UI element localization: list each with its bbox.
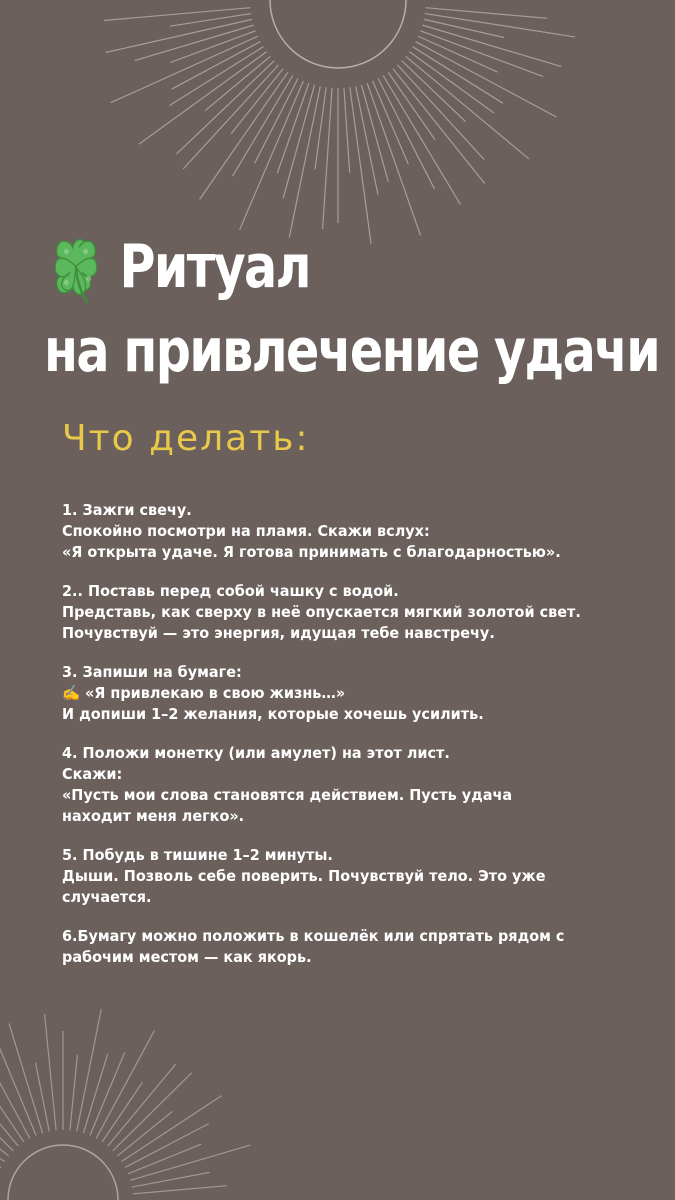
sun-ray xyxy=(240,81,304,230)
step-line: Дыши. Позволь себе поверить. Почувствуй тело. Это уже случается. xyxy=(62,867,546,906)
sun-ray xyxy=(378,78,435,189)
step-line: 4. Положи монетку (или амулет) на этот лист. xyxy=(62,744,450,762)
subtitle: Что делать: xyxy=(62,418,310,459)
step-line: 1. Зажги свечу. xyxy=(62,501,192,519)
sun-ray xyxy=(108,1064,176,1146)
sun-ray xyxy=(344,88,350,173)
four-leaf-clover-icon xyxy=(44,228,108,306)
sun-ray xyxy=(121,1096,221,1162)
sun-ray xyxy=(35,1063,49,1132)
sun-ray xyxy=(130,1145,250,1180)
sun-ray xyxy=(413,47,503,104)
sun-ray xyxy=(205,56,270,110)
sun-ray xyxy=(393,69,485,184)
sun-ray xyxy=(383,76,460,205)
sun-ray xyxy=(388,72,435,139)
sun-ray xyxy=(132,1172,210,1187)
sun-ray xyxy=(0,1041,36,1135)
step-line: И допиши 1–2 желания, которые хочешь усилить. xyxy=(62,705,484,723)
step-line: 5. Побудь в тишине 1–2 минуты. xyxy=(62,846,333,864)
step-3 xyxy=(62,662,583,725)
step-1 xyxy=(62,500,583,563)
step-line: «Я открыта удаче. Я готова принимать с благодарностью». xyxy=(62,543,561,561)
sun-ray xyxy=(397,65,484,160)
step-line: Почувствуй — это энергия, идущая тебе навстречу. xyxy=(62,624,495,642)
sun-ray xyxy=(170,14,251,27)
sun-decoration-top xyxy=(0,0,675,260)
step-line: 3. Запиши на бумаге: xyxy=(62,663,242,681)
title-line-2: на привлечение удачи xyxy=(44,316,660,386)
sun-ray xyxy=(128,1144,201,1174)
sun-ray xyxy=(416,42,557,117)
sun-ray xyxy=(45,1014,57,1130)
step-4 xyxy=(62,743,583,827)
sun-ray xyxy=(96,1031,154,1139)
step-line: 6.Бумагу можно положить в кошелёк или спрятать рядом с рабочим местом — как якорь. xyxy=(62,927,565,966)
sun-ray xyxy=(424,19,504,37)
sun-ray xyxy=(315,87,326,169)
step-line: Представь, как сверху в неё опускается мягкий золотой свет. xyxy=(62,603,581,621)
step-line: Скажи: xyxy=(62,765,123,783)
sun-ray xyxy=(0,1090,13,1151)
title-block xyxy=(44,228,664,384)
sun-ray xyxy=(0,1119,1,1167)
step-line: 2.. Поставь перед собой чашку с водой. xyxy=(62,582,399,600)
sun-ray xyxy=(104,8,250,21)
sun-ray xyxy=(176,61,274,154)
step-6 xyxy=(62,926,583,968)
step-5 xyxy=(62,845,583,908)
sun-ray xyxy=(367,83,420,235)
steps-list xyxy=(62,500,583,986)
sun-ray xyxy=(277,83,309,173)
title-line-1: Ритуал xyxy=(119,232,310,302)
step-2 xyxy=(62,581,583,644)
sun-ray xyxy=(255,78,298,163)
step-line: «Пусть мои слова становятся действием. Пусть удача находит меня легко». xyxy=(62,786,513,825)
sun-ray xyxy=(323,88,333,229)
sun-ray xyxy=(133,1186,227,1194)
sun-ray xyxy=(9,1023,43,1133)
sun-ray xyxy=(70,1055,78,1131)
step-line: ✍️ «Я привлекаю в свою жизнь…» xyxy=(62,684,346,702)
step-line: Спокойно посмотри на пламя. Скажи вслух: xyxy=(62,522,430,540)
page-title xyxy=(44,228,552,306)
sun-decoration-bottom xyxy=(0,1000,260,1200)
